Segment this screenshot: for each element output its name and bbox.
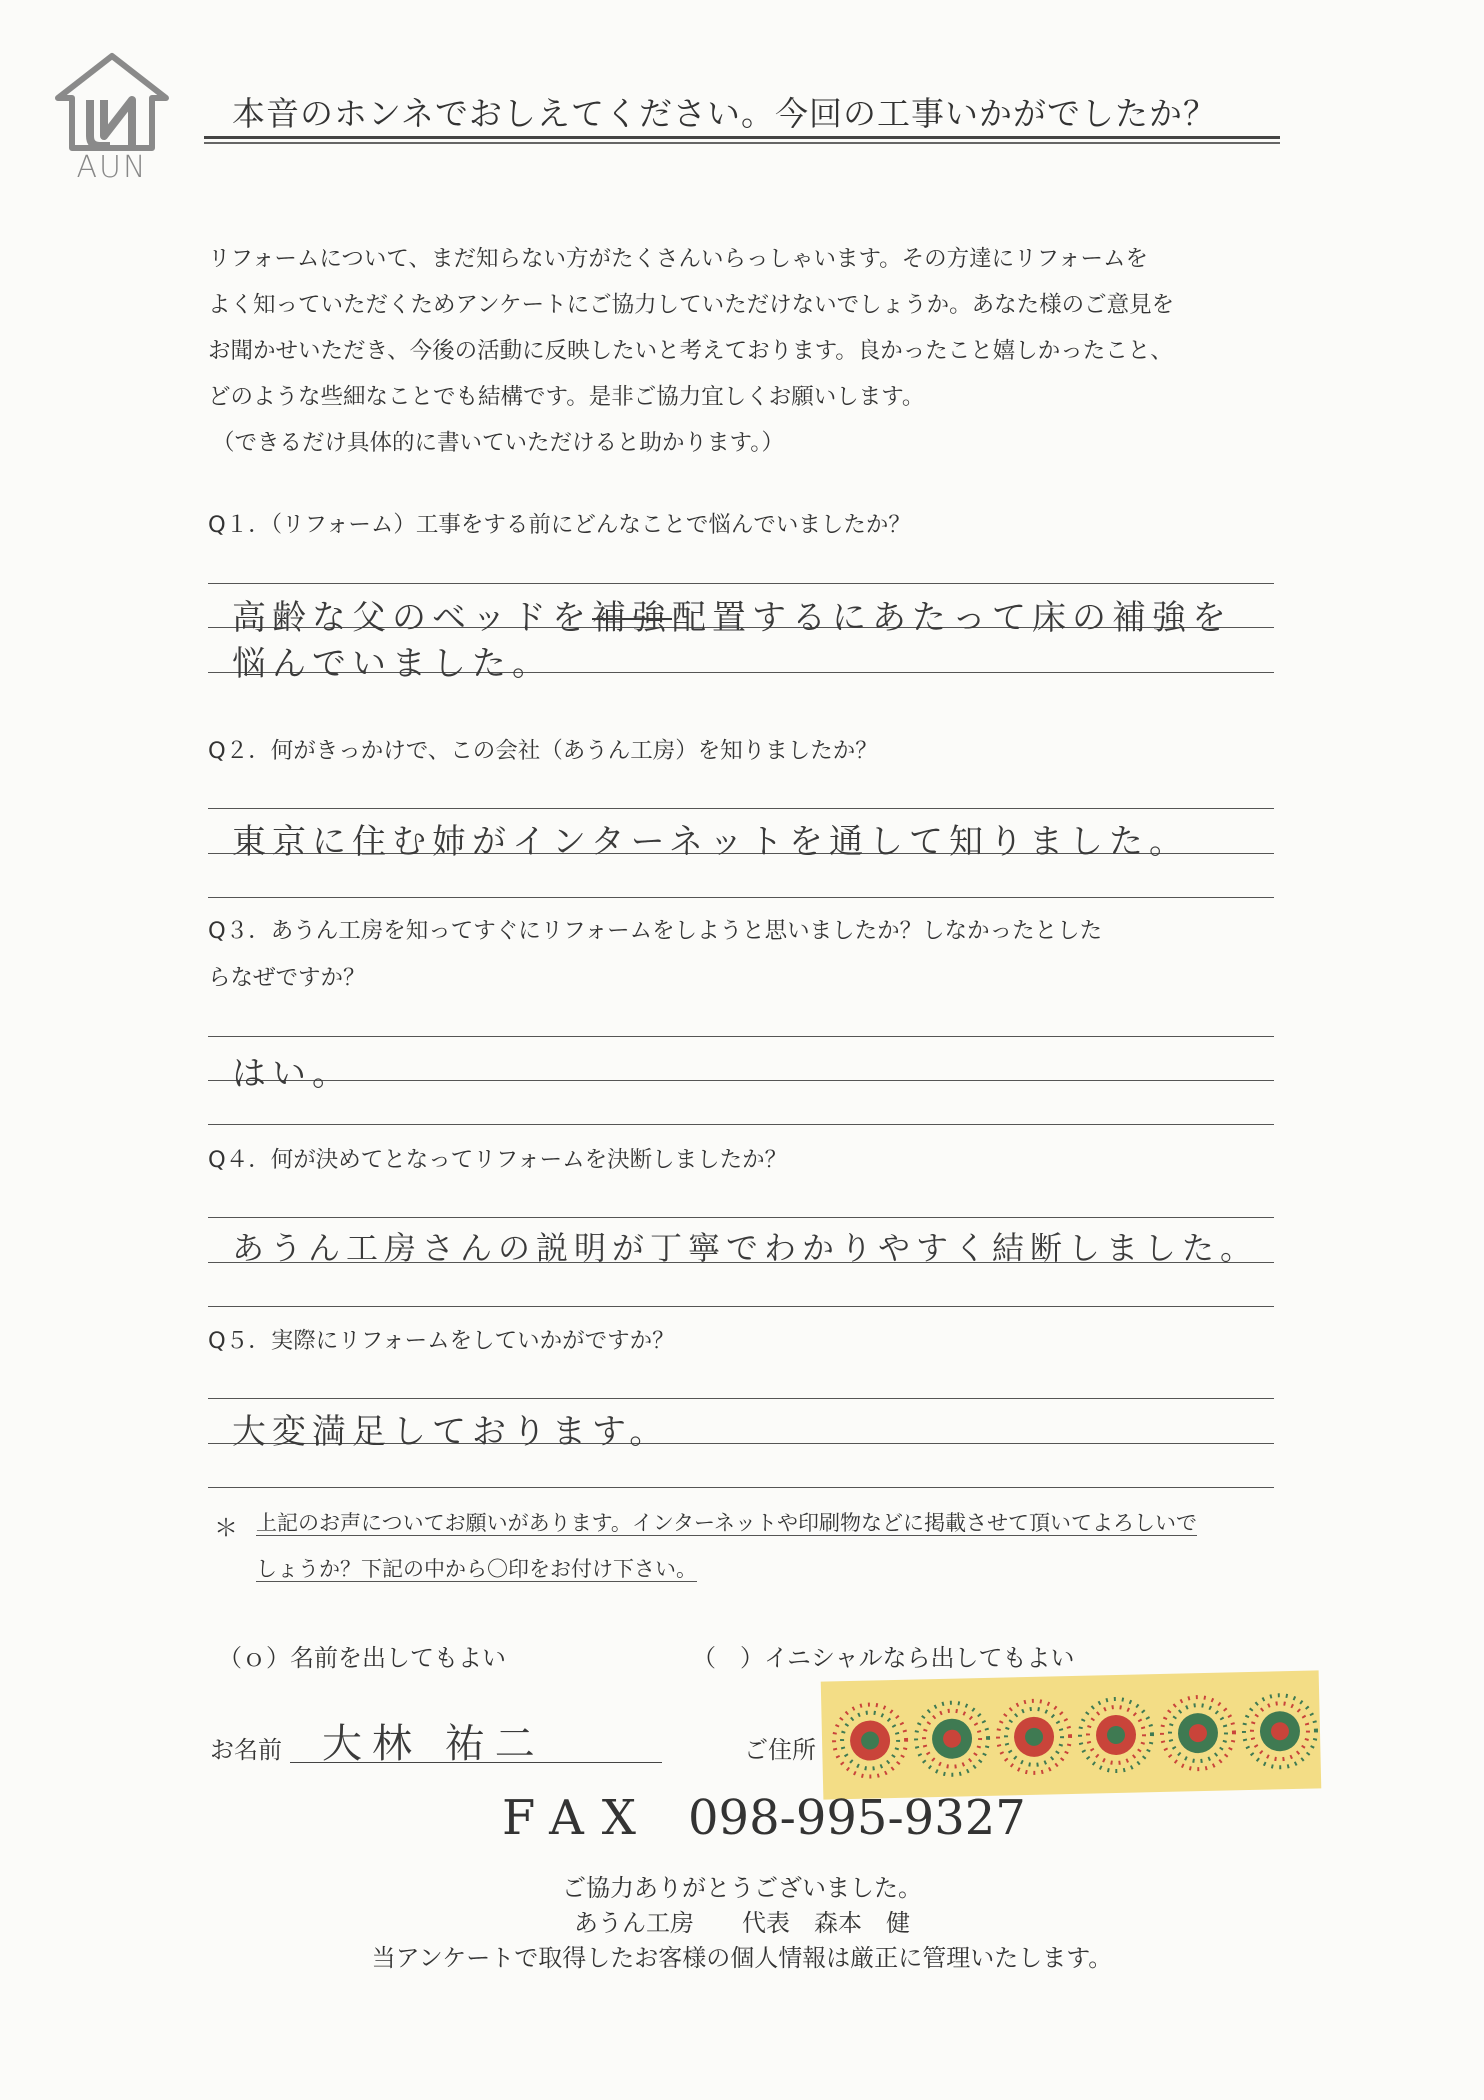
- answer-line: [208, 583, 1274, 584]
- answer-1-part: 配置するにあたって床の補強を: [672, 598, 1232, 638]
- name-label: お名前: [210, 1736, 282, 1764]
- publication-note: [256, 1500, 1197, 1592]
- question-5: Q５．実際にリフォームをしていかがですか？: [208, 1328, 675, 1354]
- answer-line: [208, 897, 1274, 898]
- privacy-notice: 当アンケートで取得したお客様の個人情報は厳正に管理いたします。: [371, 1944, 1113, 1972]
- page-title: 本音のホンネでおしえてください。今回の工事いかがでしたか？: [232, 94, 1218, 133]
- note-asterisk: ＊: [214, 1514, 238, 1542]
- note-line: 上記のお声についてお願いがあります。インターネットや印刷物などに掲載させて頂いてよろしいで: [256, 1511, 1198, 1535]
- answer-1-part: 高齢な父のベッドを: [232, 598, 592, 638]
- thanks-text: ご協力ありがとうございました。: [562, 1874, 922, 1902]
- option-mark: （ ）: [692, 1644, 764, 1672]
- answer-line: [208, 1124, 1274, 1125]
- option-initials-ok[interactable]: [692, 1638, 1075, 1673]
- answer-3-text: はい。: [232, 1054, 352, 1094]
- answer-line: [208, 808, 1274, 809]
- intro-line: お聞かせいただき、今後の活動に反映したいと考えております。良かったこと嬉しかったこと、: [208, 338, 1173, 364]
- intro-line: （できるだけ具体的に書いていただけると助かります。）: [212, 430, 784, 456]
- answer-4-text: あうん工房さんの説明が丁寧でわかりやすく結断しました。: [232, 1229, 1259, 1267]
- answer-line: [208, 1306, 1274, 1307]
- note-line: しょうか？下記の中から〇印をお付け下さい。: [256, 1557, 697, 1581]
- answer-line: [208, 1036, 1274, 1037]
- answer-line: [208, 1080, 1274, 1081]
- masking-tape: [821, 1670, 1322, 1799]
- question-3-line1: Q３．あうん工房を知ってすぐにリフォームをしようと思いましたか？しなかったとした: [208, 918, 1103, 944]
- intro-line: どのような些細なことでも結構です。是非ご協力宜しくお願いします。: [208, 384, 925, 410]
- name-value: 大林 祐二: [322, 1721, 545, 1767]
- company-representative: あうん工房 代表 森本 健: [574, 1909, 910, 1937]
- flower-pattern-icon: [821, 1670, 1322, 1799]
- fax-label: FAX: [502, 1790, 654, 1846]
- answer-line: [208, 1398, 1274, 1399]
- question-3-line2: らなぜですか？: [208, 965, 366, 991]
- house-logo-icon: [52, 52, 172, 152]
- answer-1-text: [232, 590, 1232, 639]
- answer-1-struck: 補強: [592, 598, 672, 638]
- title-divider: [204, 136, 1280, 139]
- address-label: ご住所: [744, 1736, 816, 1764]
- answer-5-text: 大変満足しております。: [232, 1412, 670, 1452]
- company-logo: [52, 52, 172, 185]
- intro-paragraph: [208, 236, 1288, 466]
- logo-text: AUN: [76, 150, 148, 185]
- option-name-ok[interactable]: [218, 1638, 506, 1673]
- answer-line: [208, 1217, 1274, 1218]
- question-2: Q２．何がきっかけで、この会社（あうん工房）を知りましたか？: [208, 738, 878, 764]
- answer-line: [208, 1487, 1274, 1488]
- title-divider: [204, 142, 1280, 144]
- answer-2-text: 東京に住む姉がインターネットを通して知りました。: [232, 822, 1189, 862]
- intro-line: リフォームについて、まだ知らない方がたくさんいらっしゃいます。その方達にリフォームを: [208, 246, 1149, 272]
- option-mark: （ｏ）: [218, 1644, 290, 1672]
- option-label: 名前を出してもよい: [290, 1644, 506, 1672]
- fax-number: 098-995-9327: [688, 1790, 1026, 1846]
- intro-line: よく知っていただくためアンケートにご協力していただけないでしょうか。あなた様のご意見を: [208, 292, 1175, 318]
- question-1: Q１．（リフォーム）工事をする前にどんなことで悩んでいましたか？: [208, 512, 911, 538]
- question-4: Q４．何が決めてとなってリフォームを決断しましたか？: [208, 1147, 788, 1173]
- answer-1-text-line2: 悩んでいました。: [232, 644, 552, 684]
- option-label: イニシャルなら出してもよい: [764, 1644, 1075, 1672]
